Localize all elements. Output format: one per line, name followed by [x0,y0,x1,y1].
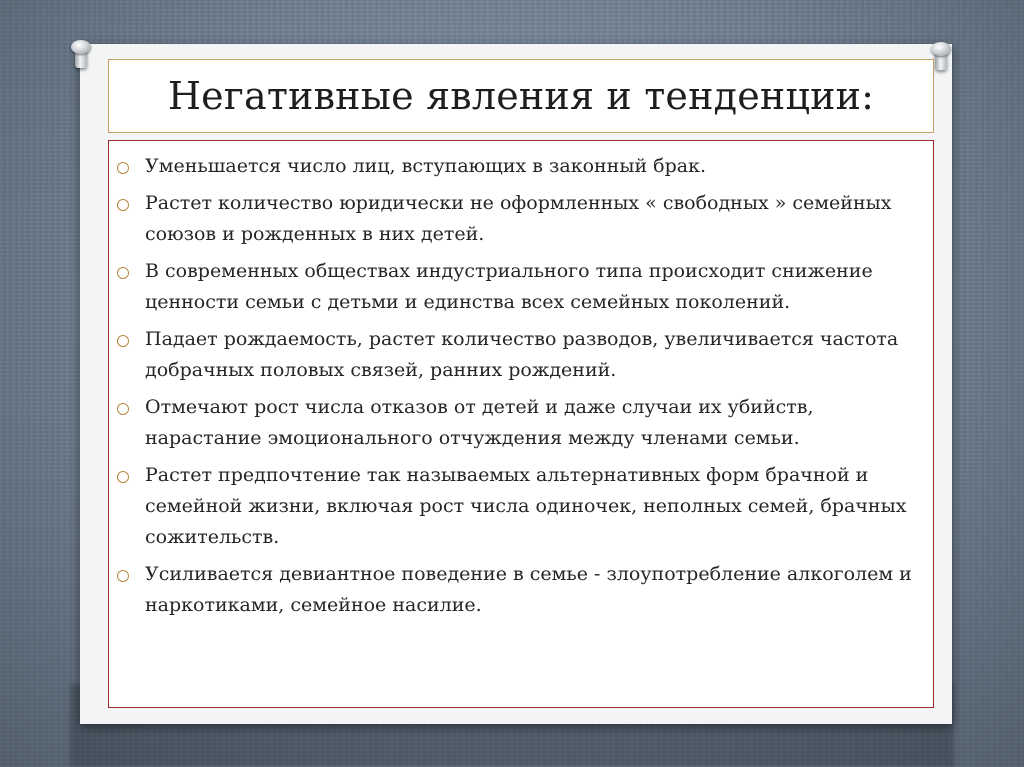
content-frame [108,140,934,708]
list-item [117,188,923,250]
circle-bullet-icon [117,267,129,279]
title-frame [108,59,934,133]
bullet-text: Уменьшается число лиц, вступающих в законный брак. [145,155,707,177]
circle-bullet-icon [117,570,129,582]
bullet-text: Растет предпочтение так называемых альтернативных форм брачной и семейной жизни, включая рост числа одиночек, неполных семей, брачных сожительств. [145,464,907,548]
list-item [117,392,923,454]
bullet-text: Усиливается девиантное поведение в семье - злоупотребление алкоголем и наркотиками, семейное насилие. [145,563,912,616]
slide-title: Негативные явления и тенденции: [167,74,875,118]
circle-bullet-icon [117,199,129,211]
list-item [117,460,923,553]
circle-bullet-icon [117,162,129,174]
list-item [117,324,923,386]
bullet-list [109,141,933,621]
list-item [117,151,923,182]
pushpin-icon [66,40,96,70]
circle-bullet-icon [117,471,129,483]
circle-bullet-icon [117,403,129,415]
circle-bullet-icon [117,335,129,347]
bullet-text: Растет количество юридически не оформленных « свободных » семейных союзов и рожденных в них детей. [145,192,892,245]
list-item [117,559,923,621]
list-item [117,256,923,318]
bullet-text: Падает рождаемость, растет количество разводов, увеличивается частота добрачных половых связей, ранних рождений. [145,328,899,381]
bullet-text: Отмечают рост числа отказов от детей и даже случаи их убийств, нарастание эмоционального отчуждения между членами семьи. [145,396,814,449]
bullet-text: В современных обществах индустриального типа происходит снижение ценности семьи с детьми и единства всех семейных поколений. [145,260,873,313]
